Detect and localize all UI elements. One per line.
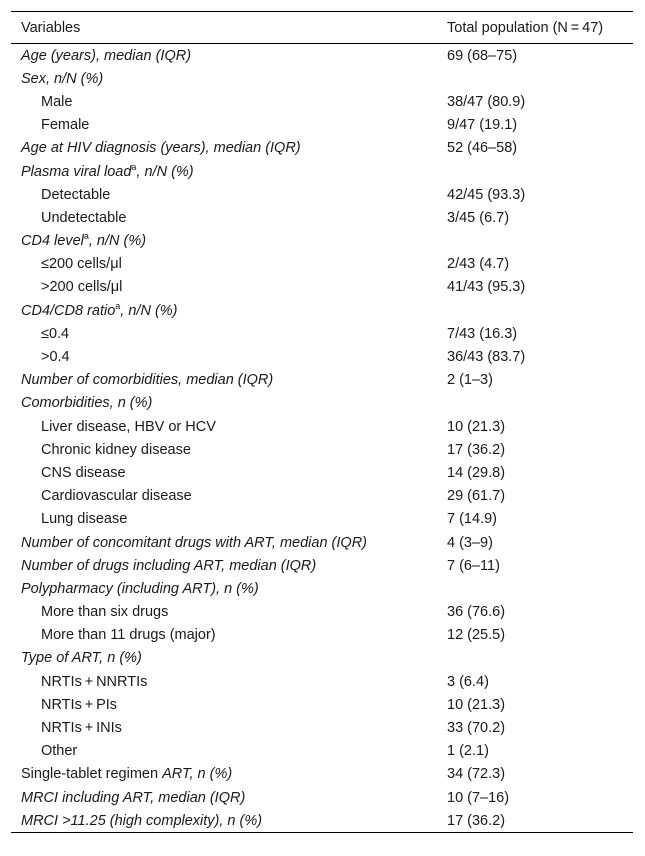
table-row-detectable [11, 183, 633, 206]
row-label: MRCI >11.25 (high complexity), n (%) [11, 809, 445, 833]
row-label: Male [41, 93, 73, 110]
row-label: Age (years), median (IQR) [21, 47, 192, 64]
table-row-plasma-viral-load [11, 160, 633, 183]
row-value: 41/43 (95.3) [447, 279, 526, 296]
table-row-other [11, 740, 633, 763]
row-value: 10 (21.3) [447, 696, 506, 713]
row-label: ≤0.4 [41, 325, 70, 342]
row-value [445, 230, 633, 253]
row-value: 10 (21.3) [447, 418, 506, 435]
row-value: 4 (3–9) [447, 534, 493, 551]
table-row-ratio-low [11, 322, 633, 345]
row-value: 7/43 (16.3) [447, 325, 518, 342]
row-label: Liver disease, HBV or HCV [41, 418, 216, 435]
row-label [11, 299, 445, 322]
row-value: 17 (36.2) [447, 441, 506, 458]
row-label: Cardiovascular disease [41, 488, 192, 505]
row-label: More than six drugs [41, 604, 169, 621]
row-value: 38/47 (80.9) [447, 93, 526, 110]
footnote-marker: a [83, 231, 89, 242]
row-label: Undetectable [41, 209, 127, 226]
row-label: Other [41, 743, 78, 760]
row-value: 52 (46–58) [447, 140, 518, 157]
table-row-cd4-low [11, 253, 633, 276]
table-row-ratio-high [11, 345, 633, 368]
row-value: 10 (7–16) [447, 789, 510, 806]
row-value: 9/47 (19.1) [447, 117, 518, 134]
row-label: Comorbidities, n (%) [21, 395, 153, 412]
table-row-concomitant-drugs [11, 531, 633, 554]
table-header-row [11, 12, 633, 44]
row-label-plain: Single-tablet regimen [21, 766, 163, 783]
row-value: 36 (76.6) [447, 604, 506, 621]
row-label: NRTIs + PIs [41, 696, 118, 713]
table-row-undetectable [11, 206, 633, 229]
row-value [445, 577, 633, 600]
row-label: ≤200 cells/μl [41, 256, 122, 273]
row-value [445, 299, 633, 322]
header-variables: Variables [11, 12, 445, 44]
table-row-nrtis-inis [11, 716, 633, 739]
row-label: Polypharmacy (including ART), n (%) [21, 580, 259, 597]
row-value: 29 (61.7) [447, 488, 506, 505]
table-row-type-of-art [11, 647, 633, 670]
row-label: Age at HIV diagnosis (years), median (IQR) [21, 140, 301, 157]
table-row-cd4-high [11, 276, 633, 299]
row-value: 7 (14.9) [447, 511, 497, 528]
row-label: Type of ART, n (%) [21, 650, 142, 667]
row-label: NRTIs + NNRTIs [41, 673, 148, 690]
table-row-polypharmacy [11, 577, 633, 600]
row-value: 3/45 (6.7) [447, 209, 510, 226]
table-row-female [11, 114, 633, 137]
row-label: Number of concomitant drugs with ART, median (IQR) [21, 534, 367, 551]
baseline-characteristics-table-container [11, 11, 633, 833]
row-label: >200 cells/μl [41, 279, 123, 296]
row-label: CNS disease [41, 464, 126, 481]
row-label: >0.4 [41, 349, 70, 366]
table-row-cns-disease [11, 461, 633, 484]
row-label [11, 160, 445, 183]
row-value: 17 (36.2) [445, 809, 633, 833]
row-label: Female [41, 117, 90, 134]
header-total-population: Total population (N = 47) [445, 12, 633, 44]
row-value: 1 (2.1) [447, 743, 489, 760]
row-value: 34 (72.3) [447, 766, 506, 783]
row-value: 33 (70.2) [447, 720, 506, 737]
row-label: NRTIs + INIs [41, 720, 122, 737]
row-label-rest: , n/N (%) [136, 163, 194, 180]
row-label: MRCI including ART, median (IQR) [21, 789, 246, 806]
row-value [445, 160, 633, 183]
row-value [445, 647, 633, 670]
table-row-cd4-cd8-ratio [11, 299, 633, 322]
row-label: More than 11 drugs (major) [41, 627, 216, 644]
row-value [445, 392, 633, 415]
table-row-age-hiv-diagnosis [11, 137, 633, 160]
row-label-rest: , n/N (%) [120, 302, 178, 319]
row-value: 12 (25.5) [447, 627, 506, 644]
row-label-main: CD4/CD8 ratio [21, 302, 116, 319]
table-row-number-comorbidities [11, 369, 633, 392]
table-row-single-tablet-regimen [11, 763, 633, 786]
row-label: Number of comorbidities, median (IQR) [21, 372, 274, 389]
table-row-age [11, 44, 633, 68]
row-value: 7 (6–11) [447, 557, 500, 574]
table-row-more-than-eleven-drugs [11, 624, 633, 647]
table-row-cardiovascular-disease [11, 485, 633, 508]
table-row-nrtis-nnrtis [11, 670, 633, 693]
table-row-drugs-including-art [11, 554, 633, 577]
table-row-cd4-level [11, 230, 633, 253]
row-label [11, 230, 445, 253]
row-label: Lung disease [41, 511, 128, 528]
row-value: 69 (68–75) [447, 47, 518, 64]
row-value: 2 (1–3) [447, 372, 493, 389]
row-label-italic: ART, n (%) [162, 766, 233, 783]
table-row-male [11, 90, 633, 113]
row-label-main: Plasma viral load [21, 163, 132, 180]
row-value: 2/43 (4.7) [447, 256, 510, 273]
table-row-mrci-high-complexity [11, 809, 633, 833]
row-label: Sex, n/N (%) [21, 70, 104, 87]
table-row-mrci-including-art [11, 786, 633, 809]
row-value: 42/45 (93.3) [447, 186, 526, 203]
row-label: Number of drugs including ART, median (IQR) [21, 557, 317, 574]
table-row-comorbidities [11, 392, 633, 415]
table-row-chronic-kidney-disease [11, 438, 633, 461]
row-value [445, 67, 633, 90]
row-value: 3 (6.4) [447, 673, 489, 690]
row-label: Detectable [41, 186, 111, 203]
table-row-more-than-six-drugs [11, 601, 633, 624]
row-label: Chronic kidney disease [41, 441, 191, 458]
row-label [11, 763, 445, 786]
row-value: 36/43 (83.7) [447, 349, 526, 366]
table-row-liver-disease [11, 415, 633, 438]
table-row-sex [11, 67, 633, 90]
table-row-nrtis-pis [11, 693, 633, 716]
baseline-characteristics-table [11, 11, 633, 833]
footnote-marker: a [131, 161, 137, 172]
row-label-rest: , n/N (%) [88, 233, 147, 250]
table-row-lung-disease [11, 508, 633, 531]
footnote-marker: a [115, 300, 121, 311]
row-value: 14 (29.8) [447, 464, 506, 481]
row-label-main: CD4 level [21, 233, 84, 250]
